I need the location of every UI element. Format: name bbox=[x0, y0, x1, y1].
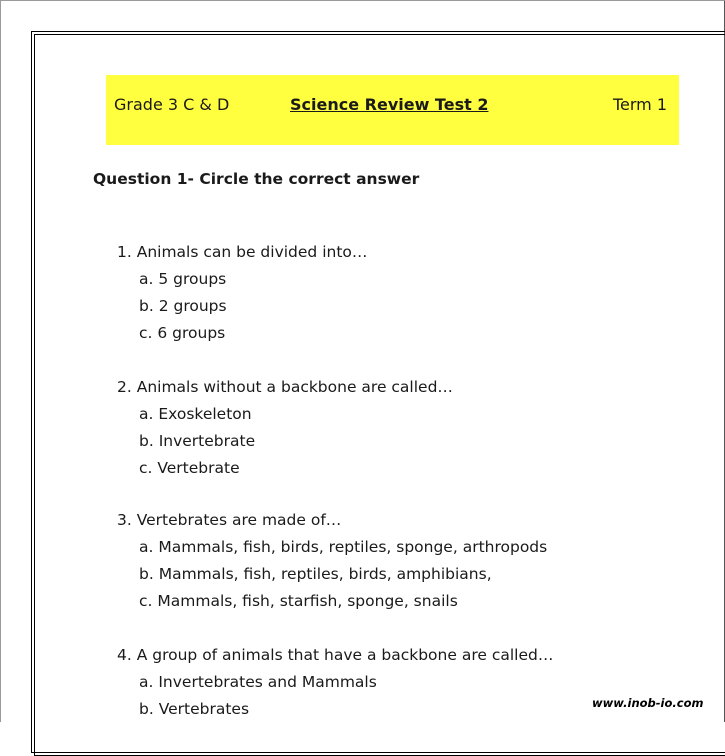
answer-option: c. Mammals, fish, starfish, sponge, snails bbox=[139, 592, 458, 610]
answer-option: a. Mammals, fish, birds, reptiles, sponge, arthropods bbox=[139, 538, 548, 556]
watermark-url: www.inob-io.com bbox=[592, 696, 704, 710]
answer-option: b. 2 groups bbox=[139, 297, 227, 315]
question-stem: 3. Vertebrates are made of… bbox=[117, 511, 342, 529]
header-banner bbox=[106, 75, 679, 145]
term-label: Term 1 bbox=[612, 95, 667, 114]
question-4 bbox=[117, 642, 553, 723]
answer-option: c. 6 groups bbox=[139, 324, 226, 342]
question-stem: 2. Animals without a backbone are called… bbox=[117, 378, 453, 396]
answer-option: a. Invertebrates and Mammals bbox=[139, 673, 377, 691]
answer-option: b. Vertebrates bbox=[139, 700, 250, 718]
answer-option: b. Invertebrate bbox=[139, 432, 256, 450]
question-stem: 1. Animals can be divided into… bbox=[117, 243, 368, 261]
question-stem: 4. A group of animals that have a backbone are called… bbox=[117, 646, 554, 664]
answer-option: c. Vertebrate bbox=[139, 459, 240, 477]
test-title: Science Review Test 2 bbox=[290, 95, 489, 114]
answer-option: b. Mammals, fish, reptiles, birds, amphibians, bbox=[139, 565, 492, 583]
grade-label: Grade 3 C & D bbox=[114, 95, 230, 114]
question-3 bbox=[117, 507, 547, 615]
answer-option: a. 5 groups bbox=[139, 270, 227, 288]
question-1 bbox=[117, 239, 367, 347]
question-2 bbox=[117, 374, 453, 482]
answer-option: a. Exoskeleton bbox=[139, 405, 252, 423]
section-heading: Question 1- Circle the correct answer bbox=[93, 170, 420, 188]
